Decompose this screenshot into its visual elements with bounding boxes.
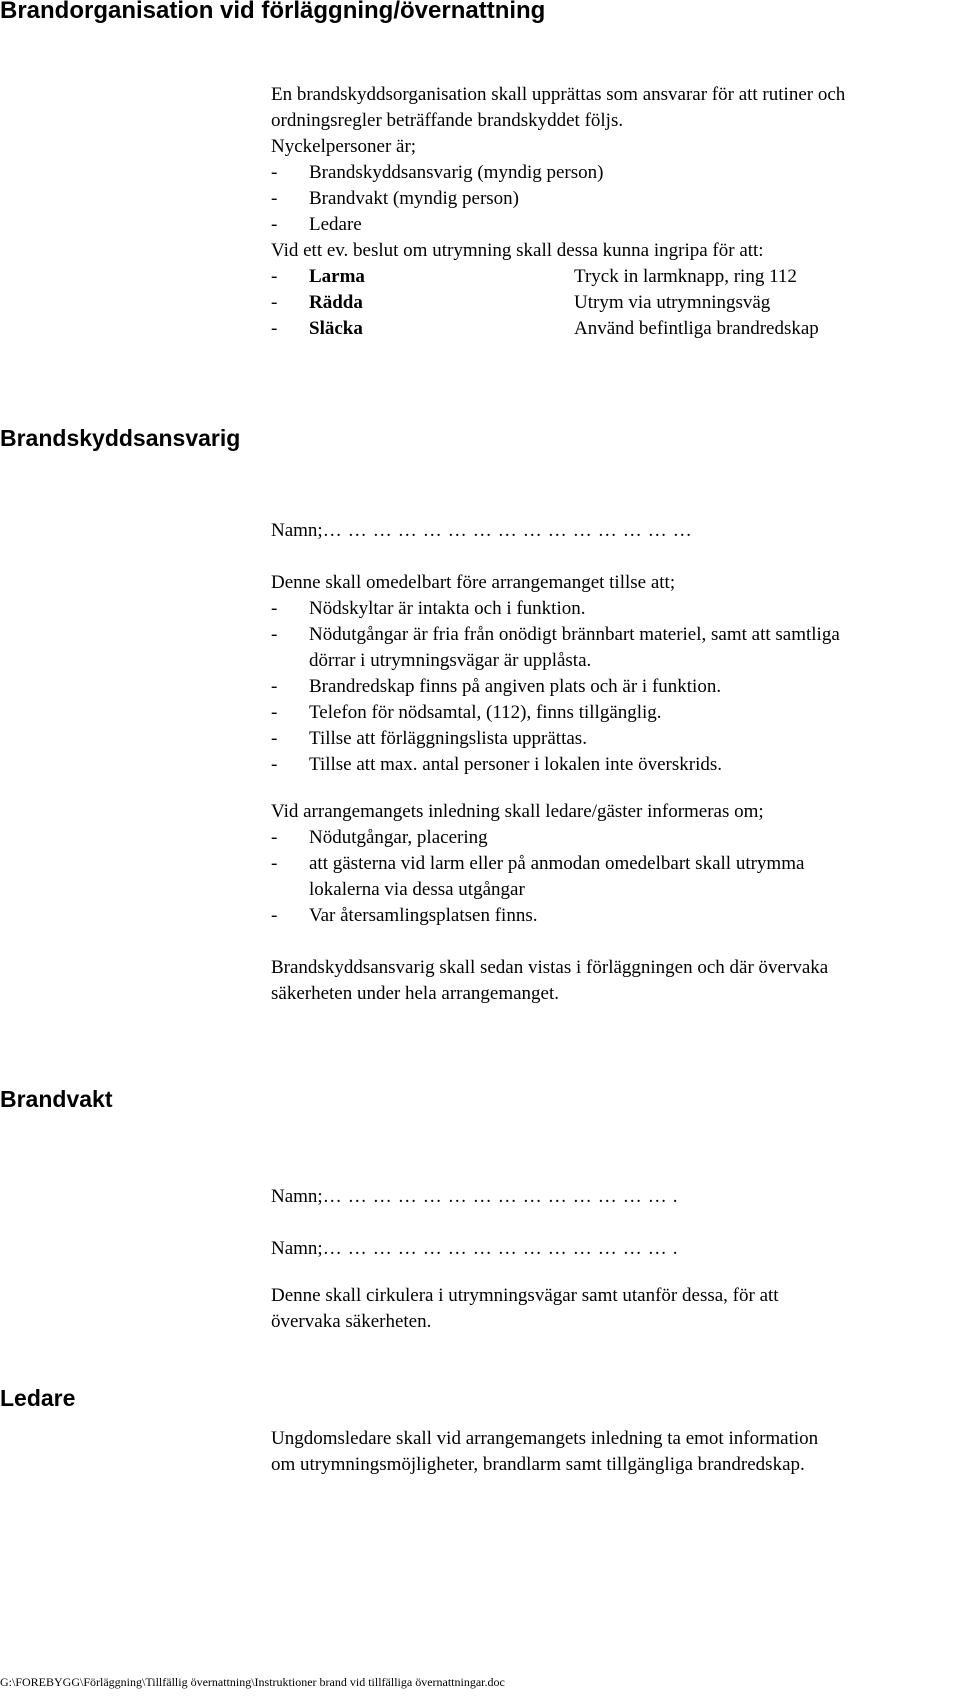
duty-item: - Tillse att förläggningslista upprättas. [271,726,840,752]
duty-item: - Brandredskap finns på angiven plats och är i funktion. [271,674,840,700]
intro-line: ordningsregler beträffande brandskyddet följs. [271,110,624,131]
section-brandskyddsansvarig-closing [271,955,828,1007]
closing-line: Brandskyddsansvarig skall sedan vistas i förläggningen och där övervaka [271,957,829,978]
action-label: Rädda [309,292,363,313]
inform-item: - Var återsamlingsplatsen finns. [271,903,804,929]
name-field [271,518,698,544]
duty-item: - Nödutgångar är fria från onödigt brännbart materiel, samt att samtliga [271,622,840,648]
inform-continuation: lokalerna via dessa utgångar [309,879,525,900]
name-field [271,1184,683,1210]
brandvakt-name-2 [271,1236,683,1262]
name-dots: ……………………………………. [322,1238,684,1259]
intro-line: En brandskyddsorganisation skall upprättas som ansvarar för att rutiner och [271,84,846,105]
heading-ledare: Ledare [0,1385,76,1411]
duty-text: Nödskyltar är intakta och i funktion. [309,598,586,619]
duty-item: - Nödskyltar är intakta och i funktion. [271,596,840,622]
action-label: Larma [309,266,365,287]
ledare-line: Ungdomsledare skall vid arrangemangets inledning ta emot information [271,1428,819,1449]
duty-text: Tillse att förläggningslista upprättas. [309,728,587,749]
key-person-item: - Brandvakt (myndig person) [271,186,845,212]
action-label: Släcka [309,318,363,339]
name-label: Namn; [271,520,323,541]
section-brandskyddsansvarig-name [271,518,698,544]
name-label: Namn; [271,1186,323,1207]
name-label: Namn; [271,1238,323,1259]
action-item: - Larma Tryck in larmknapp, ring 112 [271,264,845,290]
heading-brandorganisation: Brandorganisation vid förläggning/övernattning [0,0,546,24]
inform-item: - att gästerna vid larm eller på anmodan omedelbart skall utrymma [271,851,804,877]
section-brandorganisation-body [271,82,845,342]
duty-text: Telefon för nödsamtal, (112), finns tillgänglig. [309,702,662,723]
key-person-text: Brandvakt (myndig person) [309,188,520,209]
inform-intro: Vid arrangemangets inledning skall ledare/gäster informeras om; [271,801,764,822]
footer-file-path: G:\FOREBYGG\Förläggning\Tillfällig övernattning\Instruktioner brand vid tillfälliga övernattningar.doc [0,1675,505,1689]
key-person-item: - Ledare [271,212,845,238]
ledare-line: om utrymningsmöjligheter, brandlarm samt tillgängliga brandredskap. [271,1454,805,1475]
heading-brandvakt: Brandvakt [0,1086,113,1112]
action-item: - Släcka Använd befintliga brandredskap [271,316,845,342]
name-dots: ……………………………………… [322,520,698,541]
action-desc: Tryck in larmknapp, ring 112 [574,266,797,287]
brandvakt-line: Denne skall cirkulera i utrymningsvägar samt utanför dessa, för att [271,1285,779,1306]
name-field [271,1236,683,1262]
duty-text: Tillse att max. antal personer i lokalen inte överskrids. [309,754,722,775]
duty-item: - Tillse att max. antal personer i lokalen inte överskrids. [271,752,840,778]
duty-continuation: dörrar i utrymningsvägar är upplåsta. [309,650,592,671]
brandvakt-name-1 [271,1184,683,1210]
key-person-text: Brandskyddsansvarig (myndig person) [309,162,604,183]
section-brandvakt-body [271,1283,779,1335]
duty-text: Brandredskap finns på angiven plats och är i funktion. [309,676,722,697]
name-dots: ……………………………………. [322,1186,684,1207]
action-item: - Rädda Utrym via utrymningsväg [271,290,845,316]
action-desc: Utrym via utrymningsväg [574,292,771,313]
inform-text: Nödutgångar, placering [309,827,488,848]
inform-text: att gästerna vid larm eller på anmodan omedelbart skall utrymma [309,853,805,874]
inform-item: - Nödutgångar, placering [271,825,804,851]
heading-brandskyddsansvarig: Brandskyddsansvarig [0,425,241,451]
section-brandskyddsansvarig-inform [271,799,804,929]
key-person-item: - Brandskyddsansvarig (myndig person) [271,160,845,186]
inform-text: Var återsamlingsplatsen finns. [309,905,538,926]
key-person-text: Ledare [309,214,362,235]
section-brandskyddsansvarig-duties [271,570,840,778]
brandvakt-line: övervaka säkerheten. [271,1311,432,1332]
duty-text: Nödutgångar är fria från onödigt brännbart materiel, samt att samtliga [309,624,840,645]
closing-line: säkerheten under hela arrangemanget. [271,983,560,1004]
action-desc: Använd befintliga brandredskap [574,318,819,339]
evac-intro: Vid ett ev. beslut om utrymning skall dessa kunna ingripa för att: [271,240,764,261]
intro-line: Nyckelpersoner är; [271,136,417,157]
duty-item: - Telefon för nödsamtal, (112), finns tillgänglig. [271,700,840,726]
section-ledare-body [271,1426,818,1478]
duty-intro: Denne skall omedelbart före arrangemanget tillse att; [271,572,676,593]
